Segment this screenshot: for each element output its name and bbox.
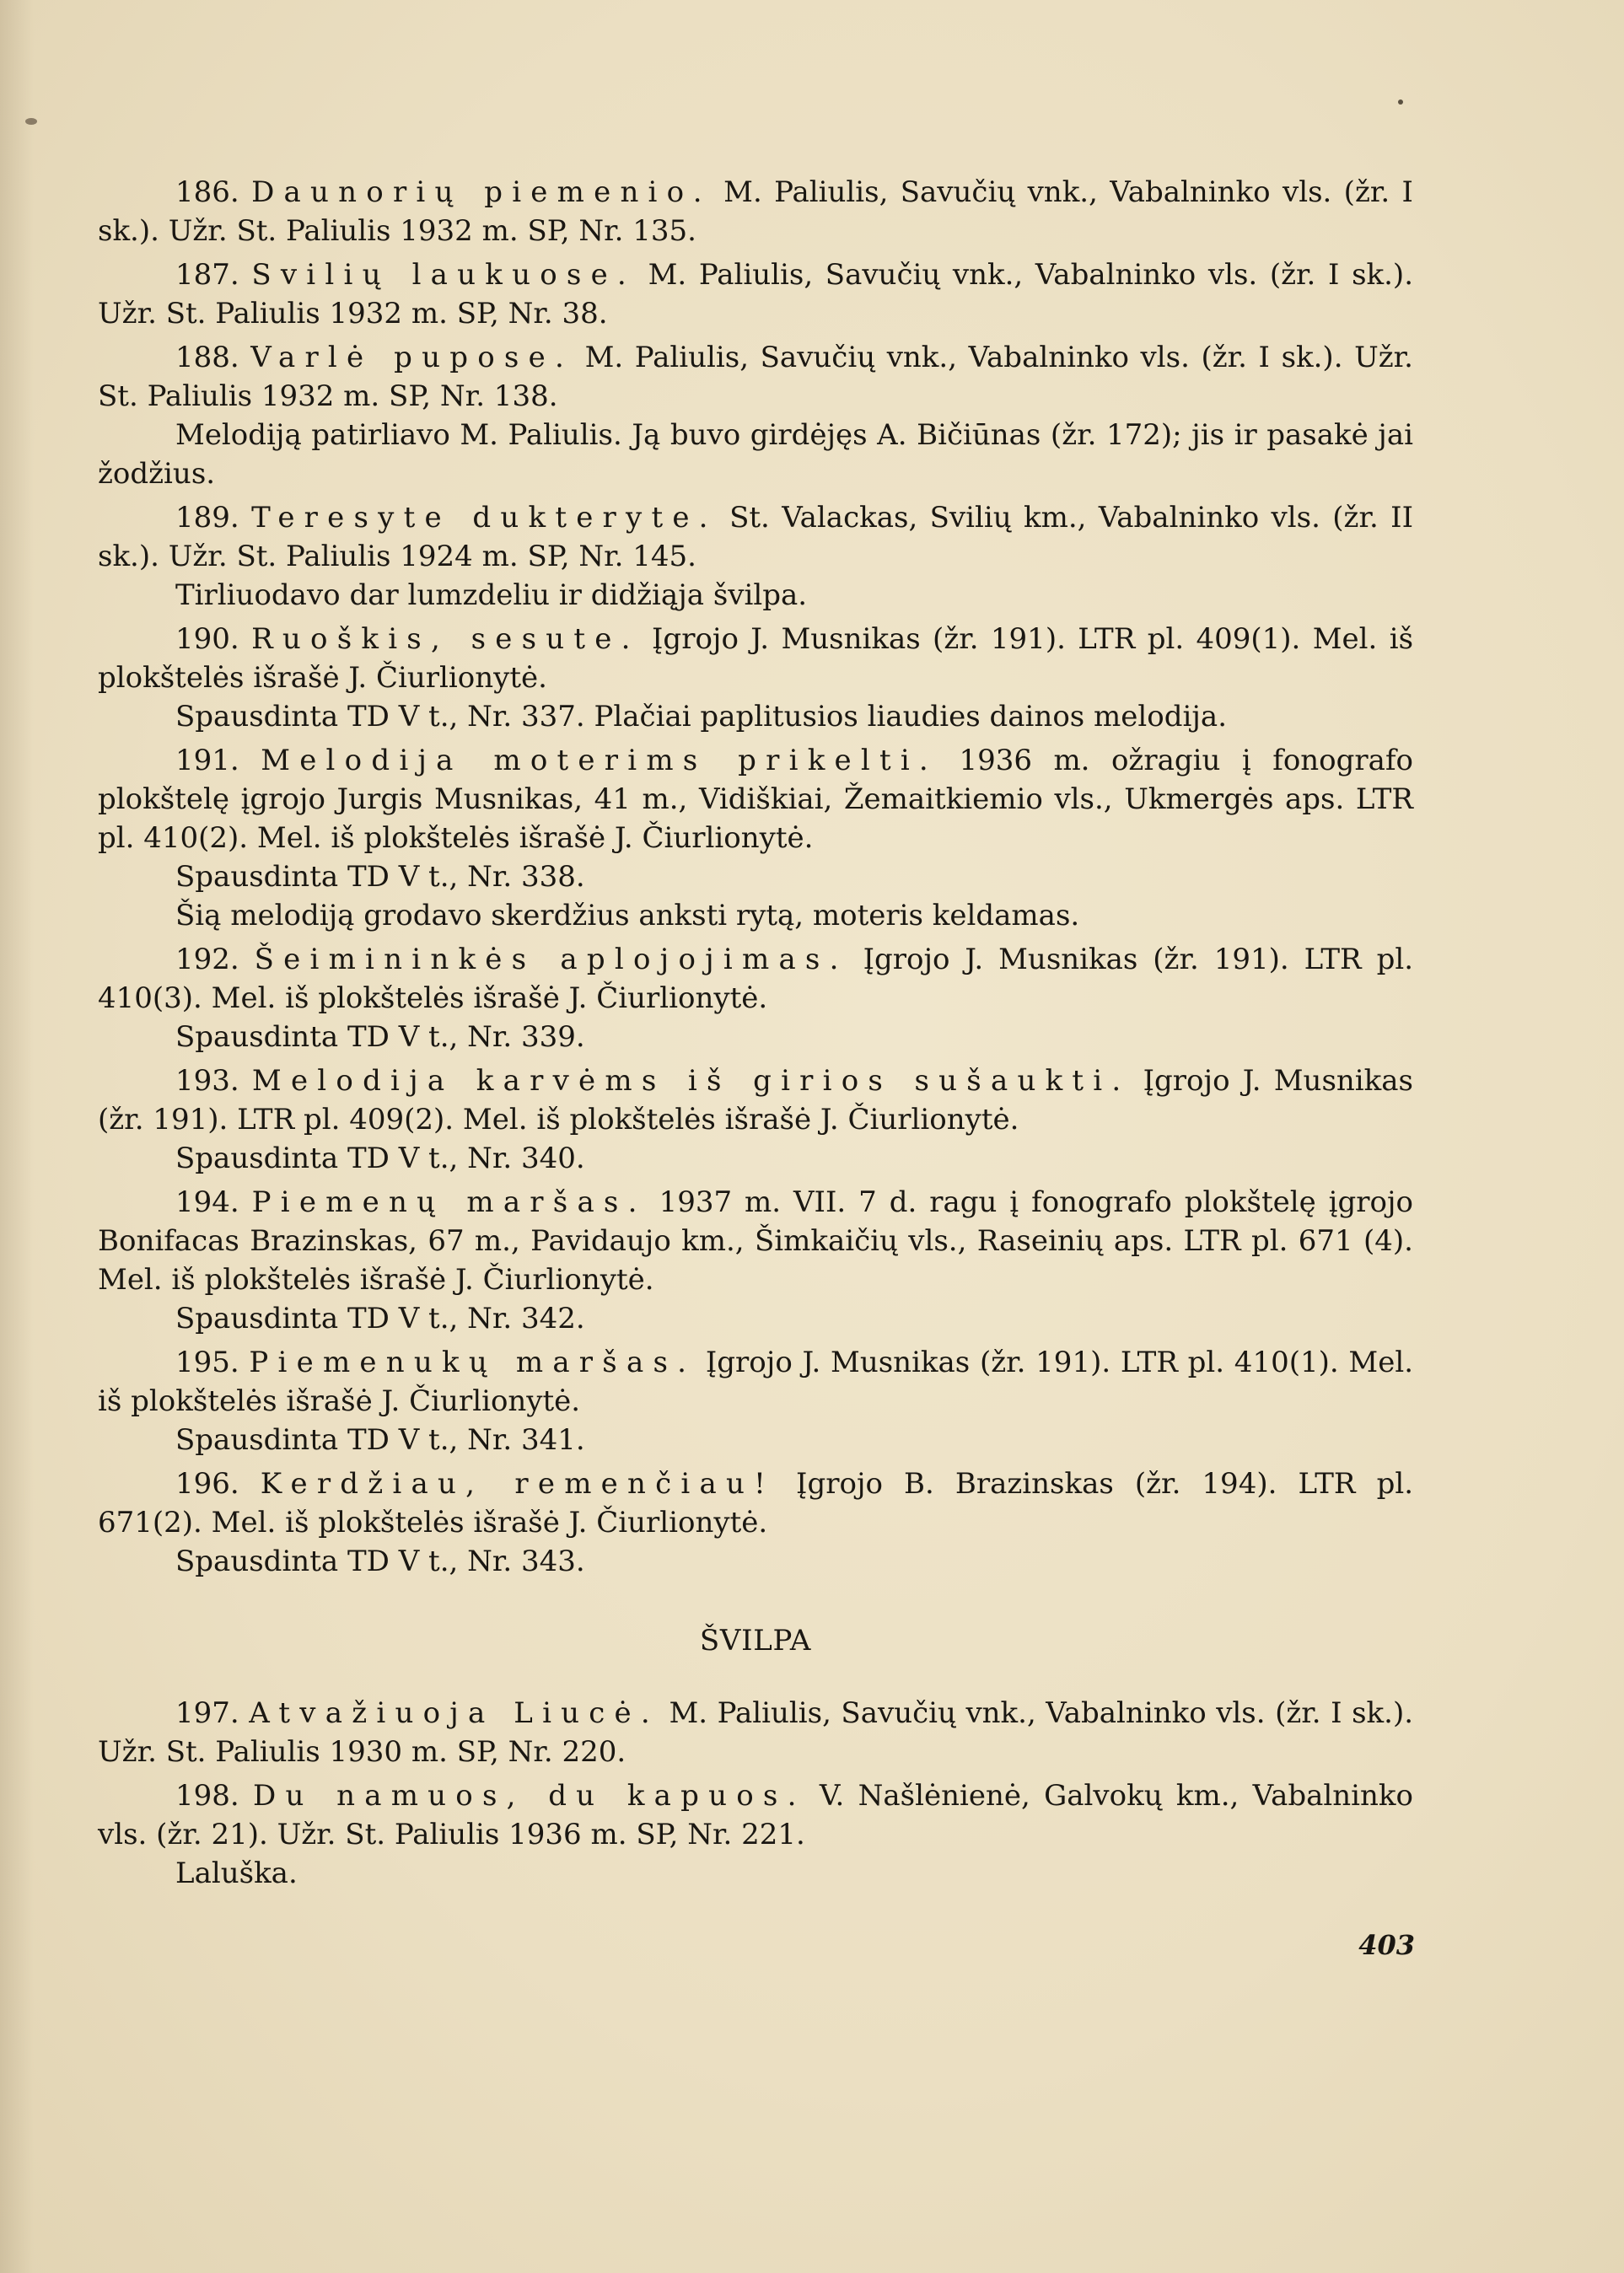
entry [98,620,1413,736]
entry-paragraph [98,1776,1413,1854]
entry-paragraph [98,741,1413,857]
entry-paragraph [98,620,1413,697]
entry-title: Piemenų maršas. [251,1185,647,1219]
entry-note: Tirliuodavo dar lumzdeliu ir didžiąja švilpa. [175,578,808,612]
entry-title: Atvažiuoja Liucė. [249,1696,659,1730]
page-speck [1398,99,1403,105]
entry-paragraph [98,940,1413,1018]
entry-note: Spausdinta TD V t., Nr. 341. [175,1423,585,1457]
entry-details: 1937 m. VII. 7 d. ragu į fonografo plokštelę įgrojo Bonifacas Brazinskas, 67 m., Pavidaujo km., Šimkaičių vls., Raseinių aps. LTR pl. 671 (4). Mel. iš plokštelės išrašė J. Čiurlionytė. [98,1185,1414,1297]
entry-details: M. Paliulis, Savučių vnk., Vabalninko vls. (žr. I sk.). Užr. St. Paliulis 1932 m. SP, Nr. 135. [98,175,1413,248]
entry-paragraph [98,1183,1413,1299]
entry-details: Įgrojo J. Musnikas (žr. 191). LTR pl. 410(3). Mel. iš plokštelės išrašė J. Čiurlionytė. [98,943,1414,1015]
entry [98,1183,1413,1338]
entry-title: Daunorių piemenio. [251,175,712,209]
entry-number: 194. [175,1185,239,1219]
entry-paragraph [98,1694,1413,1771]
entry-note: Laluška. [175,1857,298,1890]
entry-note: Šią melodiją grodavo skerdžius anksti rytą, moteris keldamas. [175,899,1080,932]
entry-title: Piemenukų maršas. [249,1346,696,1379]
entry-note: Spausdinta TD V t., Nr. 342. [175,1302,585,1335]
page-speck [25,118,37,125]
entry-paragraph [98,498,1413,576]
entry-details: St. Valackas, Svilių km., Vabalninko vls. (žr. II sk.). Užr. St. Paliulis 1924 m. SP, Nr. 145. [98,501,1413,573]
entry [98,255,1413,333]
entry-note: Spausdinta TD V t., Nr. 337. Plačiai paplitusios liaudies dainos melodija. [175,700,1228,733]
entry-details: V. Našlėnienė, Galvokų km., Vabalninko vls. (žr. 21). Užr. St. Paliulis 1936 m. SP, Nr. 221. [98,1779,1413,1851]
entry [98,940,1413,1056]
entry-number: 195. [175,1346,239,1379]
entry-number: 190. [175,622,239,656]
entry [98,1343,1413,1459]
entry [98,1061,1413,1178]
entry-note: Spausdinta TD V t., Nr. 340. [175,1142,585,1175]
entry-details: M. Paliulis, Savučių vnk., Vabalninko vls. (žr. I sk.). Užr. St. Paliulis 1930 m. SP, Nr. 220. [98,1696,1414,1769]
entry-note: Melodiją patirliavo M. Paliulis. Ją buvo girdėjęs A. Bičiūnas (žr. 172); jis ir pasakė jai žodžius. [98,418,1413,491]
entry-details: M. Paliulis, Savučių vnk., Vabalninko vls. (žr. I sk.). Užr. St. Paliulis 1932 m. SP, Nr. 38. [98,258,1413,330]
entry-paragraph [98,1061,1413,1139]
entry-note: Spausdinta TD V t., Nr. 338. [175,860,585,894]
entry-number: 191. [175,744,239,777]
entry-number: 186. [175,175,239,209]
entry-details: Įgrojo J. Musnikas (žr. 191). LTR pl. 409(2). Mel. iš plokštelės išrašė J. Čiurlionytė. [98,1064,1413,1136]
entry-number: 196. [175,1467,239,1501]
entry-details: Įgrojo J. Musnikas (žr. 191). LTR pl. 410(1). Mel. iš plokštelės išrašė J. Čiurlionytė. [98,1346,1413,1418]
entry-title: Varlė pupose. [250,341,573,374]
entry-paragraph [98,1464,1413,1542]
entry-title: Teresyte dukteryte. [251,501,718,535]
entry-title: Ruoškis, sesute. [251,622,640,656]
entry-paragraph [98,173,1413,250]
entry [98,741,1413,935]
entry-details: Įgrojo J. Musnikas (žr. 191). LTR pl. 409(1). Mel. iš plokštelės išrašė J. Čiurlionytė. [98,622,1414,695]
entry-title: Melodija karvėms iš girios sušaukti. [251,1064,1131,1098]
entry-number: 198. [175,1779,239,1813]
entry-paragraph [98,255,1413,333]
entry [98,1776,1413,1893]
entry-number: 193. [175,1064,239,1098]
entry-title: Melodija moterims prikelti. [261,744,938,777]
entry-paragraph [98,338,1413,416]
entry-note: Spausdinta TD V t., Nr. 339. [175,1020,585,1054]
entry [98,1694,1413,1771]
entry-details: Įgrojo B. Brazinskas (žr. 194). LTR pl. 671(2). Mel. iš plokštelės išrašė J. Čiurlionytė. [98,1467,1414,1540]
entry-title: Kerdžiau, remenčiau! [260,1467,775,1501]
entry-number: 197. [175,1696,239,1730]
entry-note: Spausdinta TD V t., Nr. 343. [175,1545,585,1578]
entry-number: 188. [175,341,239,374]
entries-list-after [98,1694,1413,1893]
page-number: 403 [1358,1929,1415,1961]
entry-number: 187. [175,258,239,292]
entry-paragraph [98,1343,1413,1421]
entry [98,498,1413,615]
entries-list-before [98,173,1413,1581]
entry-title: Svilių laukuose. [251,258,636,292]
entry [98,173,1413,250]
page-shadow [0,0,34,2273]
entry [98,338,1413,493]
entry-details: M. Paliulis, Savučių vnk., Vabalninko vls. (žr. I sk.). Užr. St. Paliulis 1932 m. SP, Nr. 138. [98,341,1413,413]
section-heading: ŠVILPA [699,1624,812,1658]
entry-details: 1936 m. ožragiu į fonografo plokštelę įgrojo Jurgis Musnikas, 41 m., Vidiškiai, Žemaitkiemio vls., Ukmergės aps. LTR pl. 410(2). Mel. iš plokštelės išrašė J. Čiurlionytė. [98,744,1413,855]
page-text [98,173,1413,1898]
entry-title: Du namuos, du kapuos. [253,1779,806,1813]
entry-number: 192. [175,943,239,976]
entry-number: 189. [175,501,239,535]
entry-title: Šeimininkės aplojojimas. [254,943,848,976]
entry [98,1464,1413,1581]
